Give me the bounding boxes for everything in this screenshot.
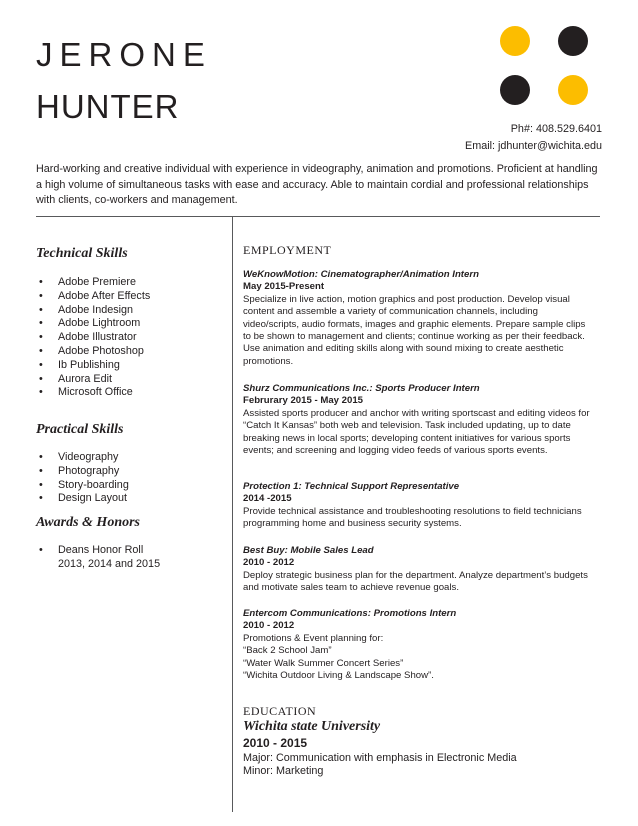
education-school: Wichita state University (243, 719, 381, 734)
job-entry (243, 481, 595, 531)
technical-skills-heading: Technical Skills (36, 246, 128, 261)
list-item: • Adobe After Effects (36, 290, 150, 304)
list-item: • Story-boarding (36, 479, 129, 493)
job-entry (243, 383, 595, 457)
award-years: 2013, 2014 and 2015 (58, 557, 161, 570)
first-name: JERONE (36, 36, 212, 73)
education-major: Major: Communication with emphasis in Electronic Media (243, 752, 517, 764)
decorative-dot-black (558, 26, 588, 56)
technical-skills-list (36, 276, 150, 400)
contact-info (465, 121, 602, 155)
awards-list (36, 544, 160, 572)
awards-heading: Awards & Honors (36, 515, 140, 530)
list-item: • Design Layout (36, 492, 129, 506)
decorative-dot-yellow (558, 75, 588, 105)
job-description: Provide technical assistance and troubleshooting resolutions to field technicians programming home and business security systems. (243, 505, 582, 530)
list-item: • Ib Publishing (36, 359, 150, 373)
job-description: Promotions & Event planning for: “Back 2 School Jam” “Water Walk Summer Concert Series” “Wichita Outdoor Living & Landscape Show”. (243, 632, 434, 682)
list-item: • Photography (36, 465, 129, 479)
job-dates: 2014 -2015 (243, 493, 292, 505)
practical-skills-list (36, 451, 129, 506)
list-item: • Videography (36, 451, 129, 465)
employment-heading: EMPLOYMENT (243, 243, 332, 257)
list-item: • Adobe Premiere (36, 276, 150, 290)
phone-number: Ph#: 408.529.6401 (510, 123, 602, 135)
list-item: • Adobe Lightroom (36, 317, 150, 331)
list-item: • Adobe Photoshop (36, 345, 150, 359)
job-title: Shurz Communications Inc.: Sports Producer Intern (243, 383, 480, 394)
summary-paragraph: Hard-working and creative individual with experience in videography, animation and promotions. Proficient at handling a high volume of simultaneous tasks with ease and accuracy. Able to maintain cordial and professional relationships with clients, co-workers and management. (36, 163, 598, 207)
list-item (36, 544, 160, 572)
job-title: WeKnowMotion: Cinematographer/Animation Intern (243, 269, 479, 280)
job-title: Protection 1: Technical Support Representative (243, 481, 460, 492)
list-item: • Microsoft Office (36, 386, 150, 400)
award-name: • Deans Honor Roll (58, 544, 144, 556)
education-heading: EDUCATION (243, 704, 317, 718)
list-item: • Adobe Indesign (36, 304, 150, 318)
job-entry (243, 608, 595, 682)
practical-skills-heading: Practical Skills (36, 422, 124, 437)
job-title: Best Buy: Mobile Sales Lead (243, 545, 374, 556)
horizontal-divider (36, 216, 600, 217)
job-title: Entercom Communications: Promotions Intern (243, 608, 457, 619)
job-description: Specialize in live action, motion graphics and post production. Develop visual content and assemble a variety of communication channels, including video/scripts, audio formats, images and graphic elements. Prepare sample clips to be shown to management and clients; continue working as per their feedback. Use animation and editing skills along with sound mixing to create aesthetic promotions. (243, 293, 586, 367)
job-dates: 2010 - 2012 (243, 620, 295, 632)
decorative-dot-yellow (500, 26, 530, 56)
job-dates: Februrary 2015 - May 2015 (243, 395, 363, 407)
education-minor: Minor: Marketing (243, 765, 324, 777)
job-entry (243, 269, 595, 368)
list-item: • Aurora Edit (36, 373, 150, 387)
last-name: HUNTER (36, 88, 180, 125)
vertical-divider (232, 216, 233, 812)
job-description: Deploy strategic business plan for the department. Analyze department’s budgets and motivate sales team to achieve revenue goals. (243, 569, 588, 594)
decorative-dot-black (500, 75, 530, 105)
list-item: • Adobe Illustrator (36, 331, 150, 345)
job-entry (243, 545, 595, 595)
job-description: Assisted sports producer and anchor with writing sportscast and editing videos for “Catch It Kansas” both web and television. Task included updating, up to date breaking news in local sports; developing content initiatives for various sports events; and screening and logging video feeds of various sports events. (243, 407, 590, 457)
email-address: Email: jdhunter@wichita.edu (465, 140, 602, 152)
education-years: 2010 - 2015 (243, 736, 308, 750)
job-dates: 2010 - 2012 (243, 557, 295, 569)
job-dates: May 2015-Present (243, 281, 325, 293)
